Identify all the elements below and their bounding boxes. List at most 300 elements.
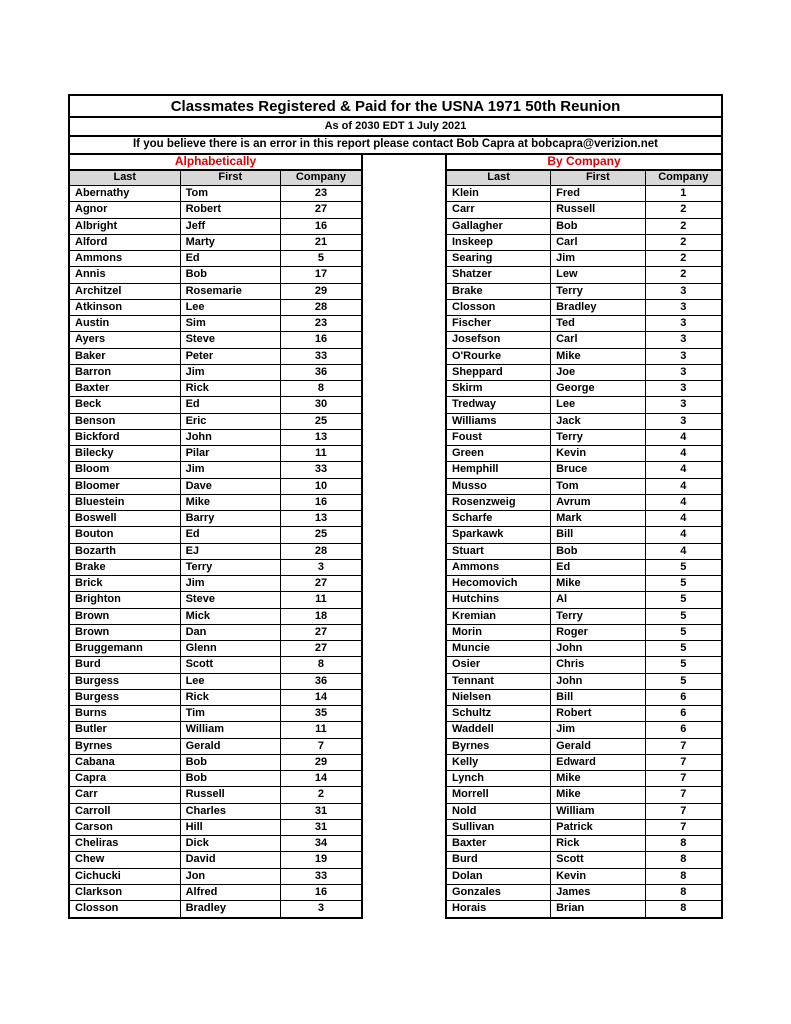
cell-last: Burd — [70, 657, 181, 672]
cell-last: Kremian — [447, 609, 551, 624]
cell-last: Barron — [70, 365, 181, 380]
cell-first: Bradley — [181, 901, 281, 917]
cell-first: James — [551, 885, 646, 900]
table-row — [70, 771, 361, 787]
alphabetical-table — [68, 155, 363, 919]
table-row — [447, 349, 721, 365]
table-row — [70, 836, 361, 852]
cell-company: 31 — [314, 820, 328, 833]
cell-first: Bob — [551, 544, 646, 559]
table-row — [70, 381, 361, 397]
cell-last: Bouton — [70, 527, 181, 542]
cell-company: 6 — [680, 723, 687, 736]
cell-last: Nielsen — [447, 690, 551, 705]
cell-first: Jim — [181, 462, 281, 477]
table-row — [70, 560, 361, 576]
cell-first: Russell — [181, 787, 281, 802]
cell-last: Austin — [70, 316, 181, 331]
table-row — [447, 592, 721, 608]
cell-company: 27 — [314, 577, 328, 589]
cell-last: Burd — [447, 852, 551, 867]
cell-company: 7 — [680, 755, 687, 768]
cell-company: 16 — [314, 219, 328, 232]
cell-last: Burgess — [70, 674, 181, 689]
table-row — [70, 202, 361, 218]
cell-first: Scott — [181, 657, 281, 672]
table-row — [447, 804, 721, 820]
cell-company: 11 — [315, 447, 327, 459]
alphabetical-table-body — [68, 186, 363, 919]
table-row — [70, 430, 361, 446]
cell-last: Clarkson — [70, 885, 181, 900]
table-row — [70, 349, 361, 365]
cell-last: Baker — [70, 349, 181, 364]
table-row — [70, 219, 361, 235]
cell-first: Bob — [181, 267, 281, 282]
cell-last: Abernathy — [70, 186, 181, 201]
cell-first: Dave — [181, 479, 281, 494]
cell-first: Tom — [551, 479, 646, 494]
cell-company: 8 — [680, 902, 687, 914]
cell-first: Ed — [181, 527, 281, 542]
cell-last: Morin — [447, 625, 551, 640]
cell-last: Muncie — [447, 641, 551, 656]
cell-first: Lew — [551, 267, 646, 282]
cell-last: Bozarth — [70, 544, 181, 559]
cell-company: 8 — [680, 885, 687, 898]
cell-company: 8 — [317, 382, 325, 394]
cell-company: 25 — [314, 528, 328, 541]
cell-last: Carr — [447, 202, 551, 217]
cell-first: Hill — [181, 820, 281, 835]
cell-company: 7 — [680, 804, 687, 817]
cell-first: Gerald — [181, 739, 281, 754]
table-row — [447, 901, 721, 917]
cell-first: Jim — [181, 576, 281, 591]
cell-company: 31 — [314, 804, 328, 817]
cell-company: 7 — [680, 820, 687, 833]
table-row — [70, 316, 361, 332]
cell-first: William — [551, 804, 646, 819]
cell-company: 33 — [314, 869, 328, 882]
table-row — [70, 625, 361, 641]
cell-last: Hemphill — [447, 462, 551, 477]
cell-first: Brian — [551, 901, 646, 917]
table-row — [70, 332, 361, 348]
cell-company: 17 — [314, 268, 328, 281]
reunion-report-document — [68, 94, 723, 919]
cell-first: Rick — [181, 381, 281, 396]
column-header-company: Company — [658, 171, 709, 183]
cell-last: Brighton — [70, 592, 181, 607]
cell-first: Kevin — [551, 869, 646, 884]
cell-first: Jon — [181, 869, 281, 884]
table-row — [70, 235, 361, 251]
cell-last: Rosenzweig — [447, 495, 551, 510]
cell-first: Mike — [551, 576, 646, 591]
cell-company: 4 — [680, 512, 687, 524]
cell-company: 16 — [314, 333, 328, 346]
table-row — [70, 901, 361, 917]
table-row — [70, 609, 361, 625]
cell-last: Hutchins — [447, 592, 551, 607]
table-row — [447, 251, 721, 267]
table-row — [447, 674, 721, 690]
table-row — [447, 397, 721, 413]
cell-first: John — [551, 674, 646, 689]
table-row — [70, 722, 361, 738]
cell-company: 21 — [314, 235, 328, 248]
cell-first: Ed — [551, 560, 646, 575]
cell-first: Robert — [181, 202, 281, 217]
table-row — [447, 869, 721, 885]
cell-last: Cabana — [70, 755, 181, 770]
cell-first: Jeff — [181, 219, 281, 234]
cell-last: Inskeep — [447, 235, 551, 250]
table-row — [447, 771, 721, 787]
cell-last: Boswell — [70, 511, 181, 526]
cell-company: 8 — [317, 658, 325, 671]
table-row — [447, 381, 721, 397]
table-row — [70, 674, 361, 690]
table-row — [447, 657, 721, 673]
cell-company: 2 — [680, 235, 687, 248]
cell-company: 5 — [680, 658, 687, 671]
cell-first: Mick — [181, 609, 281, 624]
table-row — [70, 852, 361, 868]
cell-first: Lee — [181, 300, 281, 315]
cell-last: Byrnes — [70, 739, 181, 754]
cell-first: Gerald — [551, 739, 646, 754]
table-row — [447, 495, 721, 511]
table-row — [447, 544, 721, 560]
table-row — [447, 202, 721, 218]
cell-first: Roger — [551, 625, 646, 640]
cell-first: Mike — [551, 787, 646, 802]
cell-company: 36 — [314, 365, 328, 378]
table-row — [70, 739, 361, 755]
cell-company: 4 — [680, 430, 687, 443]
cell-first: Scott — [551, 852, 646, 867]
cell-last: O'Rourke — [447, 349, 551, 364]
cell-last: Lynch — [447, 771, 551, 786]
table-row — [70, 592, 361, 608]
cell-first: Rosemarie — [181, 284, 281, 299]
cell-last: Skirm — [447, 381, 551, 396]
cell-company: 4 — [680, 544, 687, 557]
cell-company: 4 — [680, 495, 687, 508]
cell-first: Terry — [551, 430, 646, 445]
cell-last: Annis — [70, 267, 181, 282]
alphabetical-column-headers — [68, 171, 363, 186]
cell-last: Carroll — [70, 804, 181, 819]
cell-company: 18 — [314, 609, 328, 622]
cell-last: Closson — [70, 901, 181, 917]
cell-last: Benson — [70, 414, 181, 429]
cell-last: Kelly — [447, 755, 551, 770]
cell-first: Lee — [551, 397, 646, 412]
cell-company: 11 — [315, 723, 327, 736]
cell-first: Ed — [181, 251, 281, 266]
table-row — [70, 300, 361, 316]
column-header-first: First — [551, 171, 646, 185]
cell-first: Ed — [181, 397, 281, 412]
cell-first: Terry — [181, 560, 281, 575]
cell-company: 2 — [680, 203, 687, 216]
cell-last: Gallagher — [447, 219, 551, 234]
cell-last: Brake — [447, 284, 551, 299]
cell-first: Al — [551, 592, 646, 607]
cell-company: 25 — [314, 414, 328, 427]
cell-first: Chris — [551, 657, 646, 672]
table-row — [70, 414, 361, 430]
cell-company: 6 — [680, 690, 687, 703]
table-row — [70, 804, 361, 820]
table-row — [70, 787, 361, 803]
cell-first: Bill — [551, 690, 646, 705]
cell-last: Nold — [447, 804, 551, 819]
cell-last: Stuart — [447, 544, 551, 559]
cell-company: 13 — [314, 430, 328, 443]
table-row — [447, 186, 721, 202]
cell-first: Kevin — [551, 446, 646, 461]
cell-last: Brake — [70, 560, 181, 575]
cell-last: Carr — [70, 787, 181, 802]
cell-last: Brick — [70, 576, 181, 591]
cell-company: 3 — [680, 414, 687, 427]
cell-first: Russell — [551, 202, 646, 217]
table-row — [70, 544, 361, 560]
cell-first: Tim — [181, 706, 281, 721]
table-row — [447, 300, 721, 316]
cell-company: 29 — [314, 755, 328, 768]
cell-first: Mark — [551, 511, 646, 526]
cell-first: Rick — [181, 690, 281, 705]
table-row — [70, 820, 361, 836]
cell-company: 23 — [314, 187, 328, 199]
cell-company: 36 — [314, 674, 328, 687]
cell-company: 7 — [680, 772, 687, 784]
cell-last: Tredway — [447, 397, 551, 412]
cell-last: Fischer — [447, 316, 551, 331]
cell-last: Green — [447, 446, 551, 461]
cell-last: Capra — [70, 771, 181, 786]
cell-first: Ted — [551, 316, 646, 331]
cell-first: Jim — [551, 722, 646, 737]
cell-first: Sim — [181, 316, 281, 331]
table-row — [70, 462, 361, 478]
table-row — [447, 414, 721, 430]
table-row — [447, 479, 721, 495]
table-row — [447, 560, 721, 576]
cell-last: Atkinson — [70, 300, 181, 315]
cell-last: Osier — [447, 657, 551, 672]
cell-company: 4 — [680, 479, 687, 492]
by-company-table-body — [445, 186, 723, 919]
cell-first: Bradley — [551, 300, 646, 315]
table-row — [70, 479, 361, 495]
cell-company: 13 — [314, 512, 328, 524]
table-row — [447, 836, 721, 852]
table-row — [70, 576, 361, 592]
table-row — [447, 690, 721, 706]
cell-company: 8 — [680, 869, 687, 882]
cell-last: Cichucki — [70, 869, 181, 884]
cell-first: Tom — [181, 186, 281, 201]
table-row — [70, 755, 361, 771]
cell-company: 28 — [314, 300, 328, 313]
cell-first: Mike — [551, 771, 646, 786]
table-row — [447, 609, 721, 625]
cell-last: Bloomer — [70, 479, 181, 494]
cell-last: Architzel — [70, 284, 181, 299]
cell-company: 3 — [680, 365, 687, 378]
cell-last: Butler — [70, 722, 181, 737]
cell-company: 5 — [680, 642, 687, 654]
cell-first: Bob — [551, 219, 646, 234]
cell-company: 27 — [314, 625, 328, 638]
cell-last: Searing — [447, 251, 551, 266]
table-row — [447, 511, 721, 527]
cell-company: 34 — [314, 837, 328, 849]
cell-last: Foust — [447, 430, 551, 445]
cell-last: Chew — [70, 852, 181, 867]
cell-first: Mike — [181, 495, 281, 510]
cell-company: 35 — [314, 707, 328, 719]
cell-company: 3 — [680, 317, 687, 329]
table-row — [447, 219, 721, 235]
cell-last: Bluestein — [70, 495, 181, 510]
cell-first: Robert — [551, 706, 646, 721]
table-row — [70, 657, 361, 673]
cell-last: Baxter — [447, 836, 551, 851]
cell-company: 5 — [317, 252, 325, 264]
table-row — [447, 641, 721, 657]
cell-company: 5 — [680, 593, 687, 606]
column-header-first: First — [181, 171, 281, 185]
cell-company: 5 — [680, 609, 687, 622]
cell-last: Gonzales — [447, 885, 551, 900]
table-row — [70, 869, 361, 885]
cell-first: Pilar — [181, 446, 281, 461]
cell-company: 2 — [680, 219, 687, 232]
cell-company: 5 — [680, 625, 687, 638]
table-row — [447, 755, 721, 771]
tables-area — [68, 155, 723, 919]
cell-company: 4 — [680, 528, 687, 541]
cell-first: Rick — [551, 836, 646, 851]
table-row — [70, 527, 361, 543]
table-row — [447, 787, 721, 803]
report-contact-note: If you believe there is an error in this report please contact Bob Capra at bobcapra@verizion.net — [68, 137, 723, 155]
cell-first: Terry — [551, 609, 646, 624]
cell-first: Carl — [551, 332, 646, 347]
cell-last: Bickford — [70, 430, 181, 445]
cell-last: Brown — [70, 609, 181, 624]
cell-company: 29 — [314, 284, 328, 297]
cell-first: George — [551, 381, 646, 396]
cell-first: Bruce — [551, 462, 646, 477]
cell-last: Carson — [70, 820, 181, 835]
cell-company: 4 — [680, 447, 687, 459]
cell-company: 3 — [680, 382, 687, 394]
cell-last: Musso — [447, 479, 551, 494]
cell-company: 5 — [680, 674, 687, 687]
cell-last: Josefson — [447, 332, 551, 347]
section-label-by-company: By Company — [445, 155, 723, 171]
table-row — [447, 722, 721, 738]
cell-first: Eric — [181, 414, 281, 429]
table-row — [70, 365, 361, 381]
cell-first: Jim — [181, 365, 281, 380]
table-row — [447, 446, 721, 462]
cell-company: 3 — [680, 300, 687, 313]
table-row — [70, 251, 361, 267]
cell-first: Jack — [551, 414, 646, 429]
cell-last: Burns — [70, 706, 181, 721]
table-row — [447, 332, 721, 348]
cell-last: Sheppard — [447, 365, 551, 380]
cell-last: Dolan — [447, 869, 551, 884]
cell-first: Dan — [181, 625, 281, 640]
cell-last: Closson — [447, 300, 551, 315]
cell-first: Carl — [551, 235, 646, 250]
by-company-table — [445, 155, 723, 919]
cell-company: 8 — [680, 853, 687, 866]
cell-company: 23 — [314, 317, 328, 329]
cell-company: 27 — [314, 203, 328, 216]
cell-last: Agnor — [70, 202, 181, 217]
cell-company: 14 — [314, 690, 328, 703]
cell-last: Alford — [70, 235, 181, 250]
cell-first: Charles — [181, 804, 281, 819]
table-row — [447, 267, 721, 283]
cell-last: Scharfe — [447, 511, 551, 526]
cell-company: 30 — [314, 398, 328, 411]
cell-company: 7 — [317, 739, 325, 752]
table-row — [447, 430, 721, 446]
cell-first: John — [551, 641, 646, 656]
cell-last: Baxter — [70, 381, 181, 396]
cell-company: 19 — [314, 853, 328, 866]
cell-first: Steve — [181, 592, 281, 607]
cell-last: Morrell — [447, 787, 551, 802]
table-row — [447, 820, 721, 836]
cell-first: Glenn — [181, 641, 281, 656]
cell-first: William — [181, 722, 281, 737]
cell-first: Bob — [181, 755, 281, 770]
cell-company: 3 — [680, 333, 687, 346]
cell-last: Brown — [70, 625, 181, 640]
cell-last: Beck — [70, 397, 181, 412]
cell-last: Ammons — [70, 251, 181, 266]
table-row — [70, 706, 361, 722]
cell-company: 6 — [680, 707, 687, 719]
by-company-column-headers — [445, 171, 723, 186]
cell-first: EJ — [181, 544, 281, 559]
table-row — [447, 316, 721, 332]
cell-last: Sparkawk — [447, 527, 551, 542]
cell-last: Byrnes — [447, 739, 551, 754]
cell-company: 11 — [315, 593, 327, 606]
cell-last: Schultz — [447, 706, 551, 721]
cell-first: Bob — [181, 771, 281, 786]
report-as-of-line: As of 2030 EDT 1 July 2021 — [68, 118, 723, 137]
table-row — [447, 625, 721, 641]
cell-last: Ayers — [70, 332, 181, 347]
cell-first: Lee — [181, 674, 281, 689]
table-row — [70, 495, 361, 511]
